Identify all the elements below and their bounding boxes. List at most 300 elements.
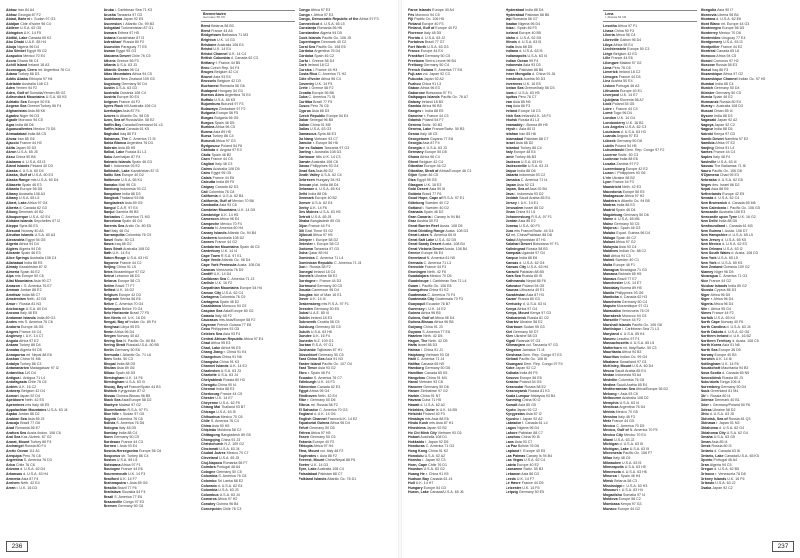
entry-place-name: Bradford [103,476,119,481]
entry-place-name: Des Moines [298,210,319,215]
entry-map-reference: U.S.A. 63 I5 [621,460,642,465]
entry-map-reference: Europe 42 E2 [625,166,648,171]
entry-map-reference: mts Italy 48 E5 [25,403,50,408]
entry-place-name: Bogotá [103,416,116,421]
entry-place-name: Bursa [201,134,212,139]
entry-map-reference: Ukraine 58 D3 [514,334,538,339]
entry-map-reference: Kaz./Uzbek. 87 G2 [21,435,52,440]
entry-map-reference: Russia 80 G3 [517,297,540,302]
entry-map-reference: Africa 96 E3 [420,86,440,91]
entry-place-name: Borneo [103,444,117,449]
entry-map-reference: Nicaragua 71 G3 [619,267,647,272]
entry-place-name: Dead Sea [298,168,315,173]
entry-map-reference: r. Africa 97 E3 [310,12,334,17]
entry-place-name: Basra [103,242,114,247]
entry-map-reference: U.K. 16 B2 [626,120,644,125]
entry-map-reference: Australia 108 D2 [621,396,649,401]
entry-place-name: Bristol Channel [201,51,228,56]
entry-place-name: Don [298,265,306,270]
entry-place-name: Dallas [298,127,310,132]
entry-place-name: Bloemfontein [103,407,127,412]
entry-place-name: Manaus [603,276,617,281]
entry-map-reference: Bangladesh 89 G5 [220,433,251,438]
entry-map-reference: N.Z. 109 G1 [313,338,334,343]
entry-place-name: Arran [6,485,16,490]
entry-map-reference: r. Asia 80 I3 [516,127,536,132]
entry-map-reference: U.A.E. 85 H4 [24,40,46,45]
entry-place-name: Balkhash, Lake [103,168,130,173]
entry-map-reference: Sweden 40 C2 [425,200,449,205]
entry-map-reference: Europe 46 G5 [20,324,44,329]
entry-place-name: Aqaba [6,412,17,417]
entry-place-name: Minorca [603,474,617,479]
entry-place-name: Maine [603,217,614,222]
entry-map-reference: U.S.A. 65 K4 [714,315,735,320]
entry-place-name: Guernsey [408,306,425,311]
entry-map-reference: Africa 97 H4 [313,444,334,449]
entry-map-reference: U.K. 14 F7 [119,476,137,481]
entry-place-name: Albany [6,191,18,196]
entry-map-reference: d. U.S.A. 65 K5 [717,260,743,265]
entry-map-reference: Senegal 96 B5 [309,118,334,123]
entry-place-name: Iran [505,99,513,104]
entry-map-reference: U.K. 16 F3 [317,380,335,385]
entry-map-reference: China 91 L5 [116,265,136,270]
entry-place-name: Kazan' [505,297,517,302]
entry-map-reference: Argentina 76 E4 [224,93,251,98]
entry-place-name: Jamaica [505,177,520,182]
entry-map-reference: d. Angola 97 E3 [216,148,242,153]
entry-map-reference: Peru 76 C6 [612,65,631,70]
entry-map-reference: China 90 B6 [15,155,36,159]
entry-place-name: Adirondack Mountains [6,95,45,100]
entry-map-reference: Africa 96 B5 [421,311,441,316]
entry-place-name: Mali [603,253,610,258]
entry-map-reference: China 91 M4 [426,375,447,380]
entry-map-reference: Europe 54 H4 [239,286,262,291]
entry-map-reference: Belarus 58 C3 [614,478,637,483]
entry-map-reference: U.K. 16 G2 [737,214,756,219]
entry-place-name: Iaşi [505,17,512,22]
entry-map-reference: Europe 40 D2 [121,173,144,178]
entry-place-name: Buenos Aires [201,93,225,98]
entry-place-name: Montevideo [700,35,721,40]
entry-place-name: Cambodia [201,203,219,208]
entry-map-reference: Turkmenistan 87 G1 [120,26,154,31]
entry-place-name: Naples [700,155,713,159]
entry-map-reference: Brazil 77 G7 [424,40,445,45]
entry-map-reference: U.K. 14 E4 [213,47,231,52]
entry-place-name: Jeddah [505,196,519,201]
entry-map-reference: France 44 G2 [214,240,237,245]
entry-map-reference: N.Z. 109 G2 [224,442,244,447]
entry-place-name: Ararat, Mount [6,439,30,444]
entry-place-name: Nice [700,279,709,284]
entry-place-name: Mont Blanc [700,21,720,26]
entry-map-reference: U.K. 14 C4 [228,51,247,56]
entry-place-name: Cartagena [201,295,219,300]
entry-map-reference: Asia 88 E6 [711,187,729,192]
entry-map-reference: Ireland 18 E3 [310,315,333,320]
entry-place-name: Chiang Mai [201,405,221,410]
entry-place-name: Arusha [103,12,116,17]
entry-map-reference: Colombia 76 C8 [208,189,235,194]
entry-map-reference: Tanzania 97 G3 [324,145,350,150]
entry-map-reference: d. Canada 62 H3 [619,295,647,300]
entry-map-reference: France 44 E6 [611,56,633,61]
entry-place-name: Freiburg [408,63,423,68]
entry-map-reference: Poland 54 G5 [519,380,542,385]
entry-place-name: Davao [298,164,310,169]
entry-place-name: Ajaccio [6,141,19,146]
entry-place-name: Fiji [408,17,414,22]
entry-place-name: Geneva [408,122,421,127]
entry-map-reference: U.S.A. 60 D4 [25,306,47,311]
entry-map-reference: U.S.A. 63 G3 [427,44,449,49]
entry-map-reference: India 88 D5 [714,127,733,132]
entry-place-name: Gabon [408,86,420,91]
entry-place-name: Jerusalem [505,205,524,210]
entry-place-name: Cannes [201,240,214,245]
entry-map-reference: Kazakhstan 87 I3 [116,35,145,40]
entry-map-reference: i. U.K. 14 E1 [517,200,539,205]
entry-map-reference: U.S.A. 63 H3 [520,159,542,164]
entry-map-reference: Brazil 77 F5 [129,311,150,316]
entry-map-reference: Africa 97 E2 [19,338,39,343]
entry-map-reference: Atlantic Oc. 98 D4 [221,258,251,263]
entry-map-reference: Iraq 86 G2 [114,242,132,247]
entry-place-name: Brazzaville [103,499,123,504]
entry-map-reference: r. Spain 46 F4 [307,370,331,375]
index-column [201,8,295,536]
entry-place-name: North Dakota [700,329,724,334]
entry-place-name: Nanjing [700,145,714,150]
entry-place-name: Lhasa [603,28,614,33]
entry-place-name: Bengal, Bay of [103,320,129,325]
entry-place-name: Mosul [700,67,711,72]
entry-map-reference: Germany 50 C5 [318,352,344,357]
entry-map-reference: Kazakhstan 87 I2 [18,265,47,270]
entry-place-name: Algiers [6,246,19,251]
entry-place-name: Mekong [603,391,617,396]
entry-map-reference: plat. India 88 D4 [312,182,339,187]
entry-place-name: Moscow [700,63,715,68]
entry-map-reference: France/Spain 44 B3 [128,384,161,389]
entry-place-name: Mauritania [603,350,621,355]
entry-place-name: Nicaragua [700,274,718,279]
entry-map-reference: r. U.S.A. 63 H3 [623,483,648,488]
entry-map-reference: Russia/Ukr. 58 E2 [125,118,155,123]
entry-place-name: Dnieper [298,237,312,242]
entry-place-name: Dublin [298,315,310,320]
entry-map-reference: Asia 93 E4 [213,74,231,79]
entry-place-name: Ascension [103,21,122,26]
entry-place-name: Almaty [6,265,18,270]
entry-place-name: Ancona [6,311,20,316]
entry-place-name: Hamburg [408,366,424,371]
entry-map-reference: Europe 56 C6 [139,449,162,453]
entry-map-reference: Brazil 77 E7 [617,276,637,281]
entry-map-reference: Russia 80 I3 [711,444,732,449]
entry-place-name: Guatemala City [408,297,435,302]
entry-place-name: Botswana [103,462,121,467]
entry-place-name: Cape York Peninsula [201,263,237,268]
entry-map-reference: Germany 50 C5 [113,435,140,440]
entry-place-name: Georgia [408,145,422,150]
entry-place-name: Jura [505,228,514,233]
entry-map-reference: Finland 40 F3 [422,412,445,417]
entry-map-reference: Cameroon 96 D4 [311,288,339,293]
entry-place-name: Hyderabad [505,12,525,17]
entry-place-name: Duisburg [298,324,315,329]
entry-map-reference: Uganda 97 G4 [521,251,545,256]
entry-map-reference: Africa 96 D4 [114,329,135,334]
entry-map-reference: Lithuania 40 E1 [519,288,545,293]
entry-map-reference: S. America 77 E8 [422,329,450,334]
entry-map-reference: Indian Oc. 89 F4 [129,320,157,325]
entry-place-name: Bratislava [103,490,121,495]
entry-place-name: Murray [700,104,713,109]
entry-place-name: Graz [408,219,416,224]
entry-place-name: Negev [700,182,712,187]
entry-place-name: Bologna [103,426,118,431]
entry-place-name: Estonia [298,439,312,444]
entry-map-reference: Ireland 18 C4 [313,269,336,274]
entry-place-name: Faroe Islands [408,8,432,12]
entry-map-reference: r. France 44 C4 [612,106,638,111]
entry-place-name: Andaman Islands [6,315,36,320]
entry-map-reference: r. France 44 D3 [316,279,342,284]
entry-place-name: Grenada [408,260,423,265]
entry-place-name: Brittany [201,60,215,65]
entry-map-reference: i. Spain 46 H4 [617,474,641,479]
entry-place-name: Lima [603,65,612,70]
entry-map-reference: Romania 56 E7 [15,426,40,431]
entry-map-reference: i. Antigua 71 L4 [20,375,46,380]
entry-place-name: Bamako [103,182,118,187]
entry-place-name: Okhotsk, Sea of [700,416,728,421]
entry-map-reference: Japan 92 C2 [712,485,733,490]
entry-place-name: Massachusetts [603,341,629,346]
entry-place-name: Manila [603,290,615,295]
entry-place-name: Baton Rouge [103,256,126,261]
entry-map-reference: U.S.A. 63 I5 [216,410,236,415]
entry-map-reference: India 88 D3 [714,113,733,118]
entry-map-reference: U.S.A. 63 G3 [115,86,137,91]
entry-map-reference: Egypt 95 G3 [116,49,137,54]
entry-place-name: Damascus [298,132,317,137]
entry-place-name: Arkansas [6,471,23,476]
entry-place-name: Guadalajara [408,274,429,279]
entry-map-reference: Asia 86 D2 [515,141,534,146]
page-number-left: 236 [6,541,28,552]
entry-place-name: Łódź [603,102,612,107]
entry-place-name: Malawi [603,240,615,245]
entry-place-name: N'Djamena [700,173,719,178]
entry-place-name: Burundi [201,139,215,144]
entry-map-reference: Denmark 40 B1 [714,398,740,403]
entry-place-name: Edinburgh [298,380,317,385]
entry-place-name: Kolkata [505,370,519,375]
entry-map-reference: i. Spain 46 G3 [617,226,641,231]
entry-place-name: Antananarivo [6,366,29,371]
entry-place-name: Benghazi [103,324,120,329]
section-box-subtitle: r. Russia 81 N4 [605,15,627,20]
entry-place-name: Kunming [505,398,522,403]
entry-place-name: Cape Town [201,253,220,258]
entry-place-name: Münster [700,90,715,95]
entry-map-reference: mts Asia/Europe 58 F2 [218,318,256,323]
entry-map-reference: Japan 92 C2 [714,122,735,127]
entry-map-reference: Africa/Europe 36 D2 [635,387,669,392]
entry-map-reference: Canada 61 K5 [126,127,150,132]
entry-place-name: Lubumbashi [603,148,625,153]
entry-map-reference: Spain 46 E3 [21,182,42,187]
entry-place-name: Antwerp [6,389,21,394]
entry-place-name: Galway [408,99,421,104]
entry-place-name: Japan [505,182,516,187]
entry-map-reference: r. Sudan 97 G3 [31,17,56,22]
entry-place-name: Micronesia [603,451,622,456]
entry-map-reference: Indian Oc. 88 C2 [619,249,647,254]
entry-map-reference: Switz. 50 C3 [114,237,135,242]
entry-place-name: Baghdad [103,132,119,137]
entry-place-name: Great Dividing Range [408,228,445,233]
entry-place-name: Aleutian Islands [6,233,34,238]
entry-map-reference: mt. U.K. 16 D5 [121,315,146,320]
entry-place-name: Beira [103,269,113,274]
entry-map-reference: Dem. Rep. Congo 97 E3 [522,352,562,357]
entry-place-name: Orlando [700,481,715,486]
entry-map-reference: Burma 89 H5 [620,286,642,291]
entry-map-reference: 99 F4 [529,58,539,63]
entry-place-name: Falkland Islands [298,476,327,481]
entry-map-reference: Germany 50 C5 [216,469,242,474]
entry-map-reference: d. U.S.A. 63 H4 [23,471,49,476]
entry-place-name: Chelyabinsk [201,377,223,382]
index-column [104,8,198,536]
entry-place-name: Ghana [408,155,420,159]
entry-place-name: Ohio [700,412,709,417]
entry-place-name: Kisangani [505,361,523,366]
entry-place-name: Agadez [6,113,19,118]
entry-place-name: Douglas [298,292,313,297]
entry-place-name: Cusco [298,104,310,109]
entry-map-reference: Africa 96 E4 [219,217,240,222]
entry-map-reference: Switz. 50 C3 [112,357,133,362]
entry-place-name: Great Sandy Desert [408,242,442,247]
entry-place-name: Avignon [103,99,118,104]
entry-place-name: Dili [298,228,305,233]
entry-map-reference: U.K. 14 G4 [617,116,635,121]
entry-place-name: Nuku'alofa [700,380,719,385]
entry-place-name: New Hampshire [700,233,728,238]
entry-map-reference: East Timor 93 G2 [305,228,334,233]
entry-place-name: Bahía Blanca [103,141,127,146]
entry-place-name: Chihuahua [201,414,220,419]
entry-map-reference: Turkey 86 D3 [17,72,40,77]
entry-map-reference: U.S.A. 63 J2 [614,437,635,442]
entry-place-name: Hanoi [408,380,418,385]
entry-map-reference: Oceania 108 C4 [119,90,146,95]
entry-place-name: Kyrgyzstan [505,412,525,417]
entry-map-reference: Chile 76 C3 [222,506,242,511]
entry-place-name: Apeldoorn [6,398,24,403]
entry-map-reference: Asia 87 F4 [21,476,39,481]
entry-map-reference: Neth. 42 E5 [24,398,44,403]
entry-place-name: Cayenne [201,322,216,327]
entry-place-name: Mecca [603,368,614,373]
entry-map-reference: Belgium 42 C4 [419,159,443,164]
entry-map-reference: d. U.S.A. 60 D4 [18,168,44,173]
entry-place-name: Guinea-Bissau [408,320,434,325]
entry-map-reference: C. America 71 L3 [423,260,452,265]
entry-place-name: Coimbra [201,465,216,470]
entry-place-name: Balearic Islands [103,159,131,164]
entry-map-reference: Asia 89 G6 [116,366,135,371]
entry-map-reference: U.K. 16 F2 [215,281,233,286]
entry-place-name: Chongqing [201,437,220,442]
entry-map-reference: i. Sweden 40 D2 [422,205,449,210]
entry-place-name: Iowa [505,90,514,95]
entry-map-reference: Thailand 93 B6 [119,196,144,201]
entry-place-name: Dijon [298,223,308,228]
entry-place-name: Ebro [298,370,307,375]
entry-place-name: Annapurna [6,352,25,357]
entry-map-reference: i. U.K. 16 D3 [16,485,37,490]
entry-place-name: Andorra [6,324,20,329]
entry-map-reference: i. France 44 H3 [312,67,338,72]
entry-place-name: Hyderabad [505,8,525,12]
entry-place-name: Maastricht [603,184,621,189]
entry-map-reference: Europe 42 D3 [118,292,141,297]
entry-place-name: Colombo [201,478,217,483]
entry-place-name: Geneva, Lake [408,127,432,132]
entry-place-name: Libya [603,42,613,47]
entry-place-name: Athens [103,58,116,63]
entry-place-name: Belém [103,283,115,288]
entry-place-name: Bremen [103,504,117,509]
entry-map-reference: China 90 F3 [614,28,634,33]
entry-map-reference: Germany 50 C5 [310,435,336,440]
entry-map-reference: d. U.S.A. 65 L5 [629,341,655,346]
entry-map-reference: Mexico 70 D6 [718,30,741,35]
entry-map-reference: Africa 96 C4 [615,33,636,38]
entry-map-reference: China 91 J3 [423,324,443,329]
entry-map-reference: Africa 96 B5 [422,104,442,109]
entry-place-name: Netherlands [700,191,722,196]
entry-place-name: Burgos [201,120,214,125]
entry-map-reference: France 44 C4 [713,150,736,155]
entry-place-name: Aracaju [6,421,20,426]
entry-map-reference: Africa 96 D4 [330,421,350,426]
entry-place-name: Guangzhou [408,288,428,293]
entry-map-reference: Japan 92 C2 [515,366,536,371]
entry-map-reference: France 44 F2 [619,318,641,323]
entry-map-reference: Kyrgyzstan 87 I2 [118,389,146,394]
entry-map-reference: U.K. 14 H5 [220,212,239,217]
entry-place-name: Drakensberg [298,302,321,306]
entry-map-reference: Spain 46 D5 [214,120,235,125]
entry-map-reference: France 44 C2 [119,260,142,265]
entry-place-name: Hokkaido [408,439,425,444]
entry-map-reference: Algeria 94 D5 [320,30,342,35]
entry-place-name: Chang Jiang [201,350,223,355]
entry-place-name: Magdeburg [603,212,623,217]
entry-place-name: Buffalo [201,97,214,102]
entry-place-name: Montana [700,17,716,22]
entry-map-reference: Sweden 40 C1 [615,258,639,263]
